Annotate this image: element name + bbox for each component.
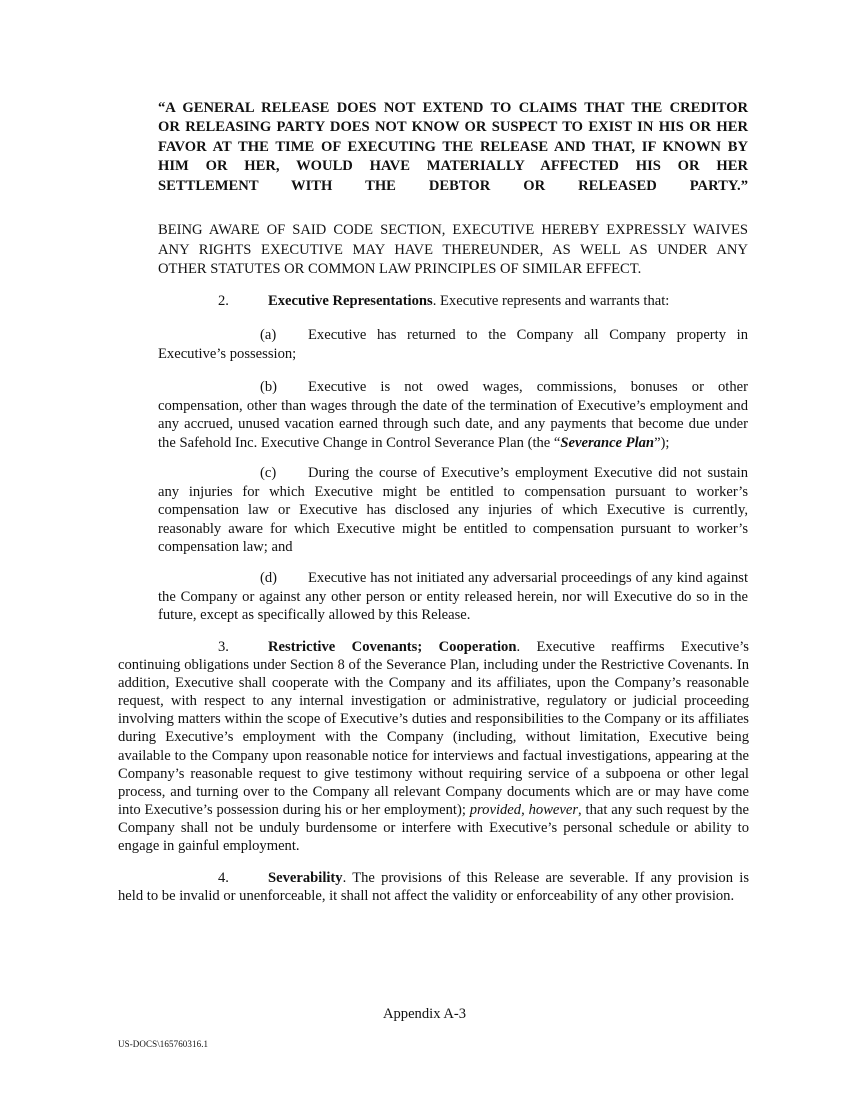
section-number: 2.	[218, 293, 229, 309]
section-title: Restrictive Covenants; Cooperation	[268, 639, 517, 655]
section-text-end: , that any such request by the Company shall not be unduly burdensome or interfere with Executive’s personal schedule or ability to engage in gainful employment.	[118, 801, 750, 855]
item-label: (d)	[260, 570, 278, 586]
section-text: . The provisions of this Release are severable. If any provision is held to be invalid or unenforceable, it shall not affect the validity or enforceability of any other provision.	[118, 870, 749, 905]
item-text: Executive is not owed wages, commissions, bonuses or other compensation, other than wages through the date of the termination of Executive’s employment and any accrued, unused vacation earned through such date, and any payments that become due under the Safehold Inc. Executive Change in Control Severance Plan (the “	[158, 379, 748, 451]
item-text-end: ”);	[654, 434, 670, 451]
section-4-paragraph	[118, 869, 749, 906]
representation-item-c	[158, 464, 748, 557]
waiver-line: ANY RIGHTS EXECUTIVE MAY HAVE THEREUNDER, AS WELL AS UNDER ANY	[158, 241, 748, 258]
document-id: US-DOCS\165760316.1	[118, 1039, 209, 1049]
item-label: (a)	[260, 327, 277, 343]
quote-line: SETTLEMENT WITH THE DEBTOR OR RELEASED PARTY.”	[158, 177, 748, 194]
proviso-separator: ,	[521, 801, 529, 818]
section-title: Executive Representations	[268, 293, 433, 309]
section-text: . Executive reaffirms Executive’s continuing obligations under Section 8 of the Severance Plan, including under the Restrictive Covenants. In addition, Executive shall cooperate with the Company and its affiliates, upon the Company’s reasonable request, with respect to any internal investigation or administrative, regulatory or judicial proceeding involving matters within the scope of Executive’s duties and responsibilities to the Company or its affiliates during Executive’s employment with the Company (including, without limitation, Executive being available to the Company upon reasonable notice for interviews and factual investigations, appearing at the Company’s reasonable request to give testimony without requiring service of a subpoena or other legal process, and turning over to the Company all relevant Company documents which are or may have come into Executive’s possession during his or her employment);	[118, 639, 749, 818]
proviso-term: provided	[469, 801, 522, 818]
waiver-line: BEING AWARE OF SAID CODE SECTION, EXECUTIVE HEREBY EXPRESSLY WAIVES	[158, 222, 748, 238]
defined-term: Severance Plan	[560, 434, 655, 451]
item-text: During the course of Executive’s employment Executive did not sustain any injuries for which Executive might be entitled to compensation pursuant to worker’s compensation law or Executive has disclosed any injuries of which Executive is currently, reasonably aware for which Executive might be entitled to compensation pursuant to worker’s compensation law; and	[158, 465, 748, 556]
waiver-line: OTHER STATUTES OR COMMON LAW PRINCIPLES OF SIMILAR EFFECT.	[158, 261, 642, 277]
item-text: Executive has returned to the Company all Company property in Executive’s possession;	[158, 327, 748, 362]
quote-line: HIM OR HER, WOULD HAVE MATERIALLY AFFECTED HIS OR HER	[158, 158, 748, 175]
section-3-paragraph	[118, 638, 749, 855]
quote-line: OR RELEASING PARTY DOES NOT KNOW OR SUSPECT TO EXIST IN HIS OR HER	[158, 119, 748, 136]
section-2-heading	[218, 292, 669, 312]
representation-item-d	[158, 569, 748, 625]
section-number: 4.	[218, 870, 229, 886]
item-label: (b)	[260, 379, 278, 395]
proviso-term: however	[528, 801, 579, 818]
quote-line: “A GENERAL RELEASE DOES NOT EXTEND TO CLAIMS THAT THE CREDITOR	[158, 100, 748, 116]
representation-item-a	[158, 326, 748, 363]
quote-line: FAVOR AT THE TIME OF EXECUTING THE RELEASE AND THAT, IF KNOWN BY	[158, 138, 748, 155]
section-title: Severability	[268, 870, 343, 886]
civil-code-quote	[158, 99, 748, 196]
section-number: 3.	[218, 639, 229, 655]
waiver-paragraph	[158, 221, 748, 280]
representation-item-b	[158, 378, 748, 452]
page-footer-label: Appendix A-3	[382, 1006, 467, 1022]
item-label: (c)	[260, 465, 277, 481]
item-text: Executive has not initiated any adversarial proceedings of any kind against the Company or against any other person or entity released herein, nor will Executive do so in the future, except as specifically allowed by this Release.	[158, 570, 748, 624]
section-intro: . Executive represents and warrants that:	[432, 293, 670, 309]
